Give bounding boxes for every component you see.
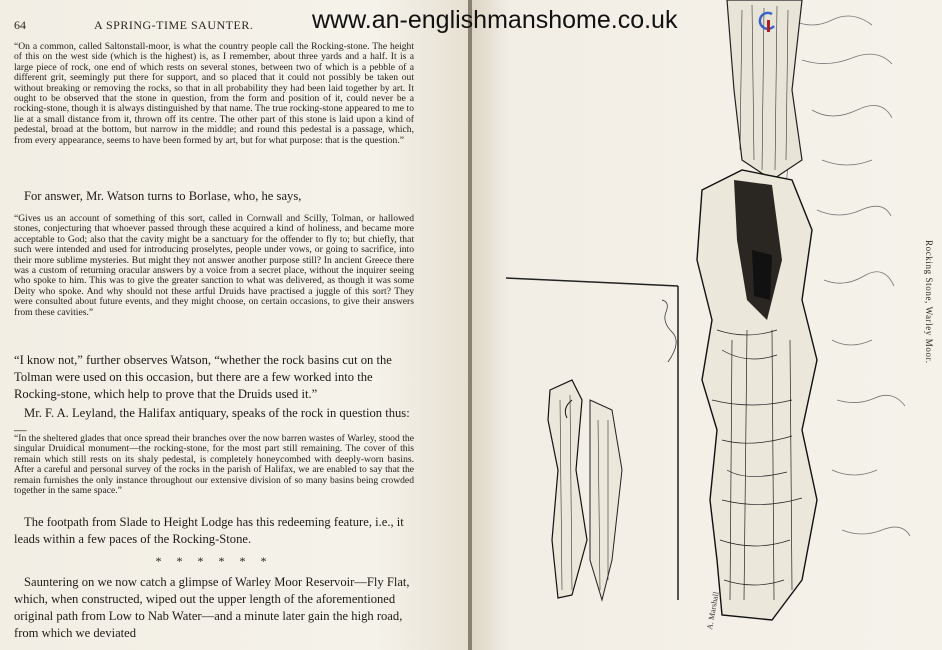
footpath-paragraph: The footpath from Slade to Height Lodge has this redeeming feature, i.e., it leads within a few paces of the Rocking-Stone. bbox=[14, 515, 404, 546]
text-column bbox=[14, 42, 414, 642]
section-break: * * * * * * bbox=[155, 554, 273, 568]
saunter-paragraph: Sauntering on we now catch a glimpse of Warley Moor Reservoir—Fly Flat, which, when constructed, wiped out the upper length of the aforementioned original path from Low to Nab Water—and a minute later gain the high road, from which we deviated bbox=[14, 575, 410, 640]
left-page bbox=[0, 0, 470, 650]
rocking-stone-illustration bbox=[472, 0, 942, 650]
watson-paragraph: “I know not,” further observes Watson, “whether the rock basins cut on the Tolman were used on this occasion, but there are a few worked into the Rocking-stone, which help to prove that the Druids used it.” bbox=[14, 353, 392, 401]
svg-text:A. Marshall: A. Marshall bbox=[705, 591, 721, 631]
quote-saltonstall: “On a common, called Saltonstall-moor, is what the country people call the Rocking-stone. The height of this on the west side (which is the highest) is, as I remember, about three yards and a half. It is a large piece of rock, one end of which rests on several stones, between two of which is a pebble of a different grit, seemingly put there for support, and so placed that it could not possibly be taken out without breaking or removing the rocks, so that in all probability they had been laid together by art. It ought to be observed that the stone in question, from the form and position of it, could never be a rocking-stone, though it is always distinguished by that name. The true rocking-stone appeared to me to lie at a small distance from it, thrown off its centre. The other part of this stone is laid upon a kind of pedestal, broad at the bottom, but narrow in the middle; and round this pedestal is a passage, which, from every appearance, seems to have been formed by art, but for what purpose: that is the question.” bbox=[14, 41, 414, 146]
watermark-url: www.an-englishmanshome.co.uk bbox=[312, 6, 678, 34]
quote-leyland: “In the sheltered glades that once spread their branches over the now barren wastes of Warley, stood the singular Druidical monument—the rocking-stone, for the most part still remaining. The cover of this remain which still rests on its shaly pedestal, is completely honeycombed with deeply-worn basins. After a careful and personal survey of the rocks in the parish of Halifax, we are enabled to say that the remain furnishes the only instance throughout our extensive division of so many basins being crowded together in the same space.” bbox=[14, 433, 414, 497]
answer-line: For answer, Mr. Watson turns to Borlase, who, he says, bbox=[24, 189, 302, 203]
page-number: 64 bbox=[14, 18, 26, 32]
illustration-caption: Rocking Stone, Warley Moor. bbox=[924, 240, 934, 364]
watermark-logo-icon bbox=[758, 10, 778, 34]
running-head-title: A SPRING-TIME SAUNTER. bbox=[94, 18, 254, 32]
quote-borlase: “Gives us an account of something of this sort, called in Cornwall and Scilly, Tolman, or hallowed stones, conjecturing that whoever passed through these acquired a kind of holiness, and became more acceptable to God; also that the cavity might be a sanctuary for the offender to fly to; but chiefly, that such were intended and used for introducing proselytes, people under vows, or going to sacrifice, into their more sublime mysteries. But might they not answer another purpose still? In ancient Greece there was a custom of returning oracular answers by a voice from a secret place, without the inquirer seeing who spoke to him. This was to give the greater sanction to what was delivered, as though it was some Deity who spoke. And why should not these artful Druids have practised a juggle of this sort? They were consulted about future events, and they might choose, on certain occasions, to give their answers from these cavities.” bbox=[14, 213, 414, 318]
right-page bbox=[472, 0, 942, 650]
leyland-paragraph: Mr. F. A. Leyland, the Halifax antiquary, speaks of the rock in question thus:— bbox=[14, 406, 410, 437]
